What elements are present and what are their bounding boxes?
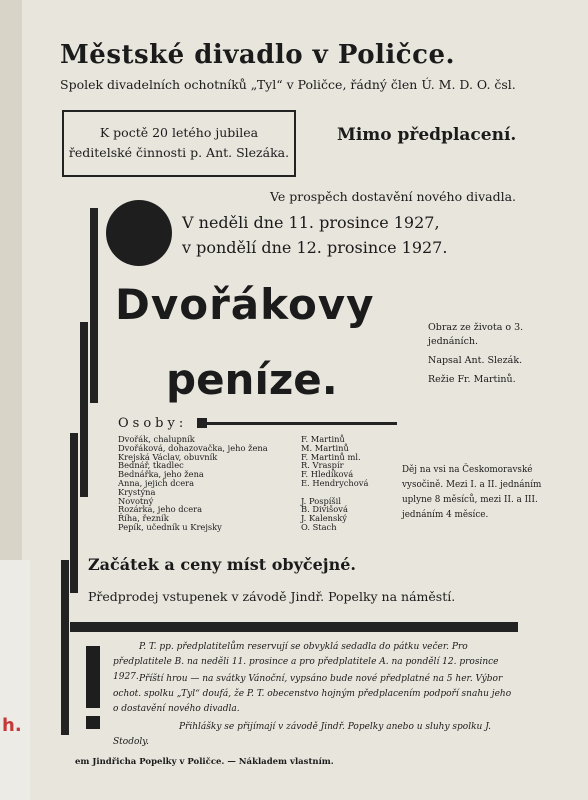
cast-label: Osoby: bbox=[118, 416, 188, 431]
cast-role: Bednářka, jeho žena bbox=[118, 469, 204, 480]
play-title-line-1: Dvořákovy bbox=[115, 280, 375, 329]
setting-line-1: Děj na vsi na Českomoravské bbox=[402, 465, 533, 475]
benefit-line: Ve prospěch dostavění nového divadla. bbox=[270, 189, 517, 204]
date-sunday: V neděli dne 11. prosince 1927, bbox=[182, 213, 440, 232]
cast-role: Dvořáková, dohazovačka, jeho žena bbox=[118, 442, 268, 453]
play-director: Režie Fr. Martinů. bbox=[428, 374, 516, 385]
cast-role: Anna, jejich dcera bbox=[118, 478, 195, 488]
cast-role: Krejská Václav, obuvník bbox=[118, 451, 218, 462]
exclamation-bar bbox=[86, 646, 100, 708]
setting-line-4: jednáním 4 měsíce. bbox=[402, 510, 489, 520]
cast-actor: J. Pospíšil bbox=[301, 495, 341, 506]
play-genre: Obraz ze života o 3. bbox=[428, 322, 524, 333]
cast-square-ornament bbox=[197, 418, 207, 428]
play-title-line-2: peníze. bbox=[166, 355, 338, 404]
note-next-play: Příští hrou — na svátky Vánoční, vypsáno bude nové předplatné na 5 her. Výbor ochot. spolku „Tyl“ doufá, že P. T. obecenstvo hojným předplacením podpoří snahu jeho o dostavění nového divadla. bbox=[113, 674, 512, 714]
cast-role: Bednář, tkadlec bbox=[118, 460, 184, 471]
vertical-bar-4 bbox=[61, 560, 69, 735]
cast-actor: F. Hledíková bbox=[301, 469, 354, 480]
cast-role: Pepík, učedník u Krejsky bbox=[118, 522, 222, 532]
cast-role: Krystýna bbox=[118, 486, 156, 497]
theatre-title: Městské divadlo v Poličce. bbox=[60, 40, 456, 70]
note-registrations: Přihlášky se přijímají v závodě Jindř. Popelky anebo u sluhy spolku J. Stodoly. bbox=[113, 722, 491, 747]
note-reservations: P. T. pp. předplatitelům reservují se obvyklá sedadla do pátku večer. Pro předplatitele B. na neděli 11. prosince a pro předplatitele A. na pondělí 12. prosince 1927. bbox=[113, 642, 499, 682]
cast-actor: B. Divišová bbox=[301, 504, 348, 515]
cast-actor: F. Martinů bbox=[301, 434, 345, 444]
cast-actor: M. Martinů bbox=[301, 442, 349, 453]
vertical-bar-3 bbox=[70, 433, 78, 593]
cast-actor: F. Martinů ml. bbox=[301, 451, 361, 462]
play-genre-2: jednáních. bbox=[428, 336, 479, 347]
cast-role: Dvořák, chalupník bbox=[118, 434, 195, 444]
jubilee-line-1: K poctě 20 letého jubilea bbox=[99, 125, 259, 140]
setting-line-3: uplyne 8 měsíců, mezi II. a III. bbox=[402, 495, 538, 505]
red-print-fragment: h. bbox=[2, 715, 22, 736]
subscription-note: Mimo předplacení. bbox=[337, 125, 517, 145]
vertical-bar-1 bbox=[90, 208, 98, 403]
jubilee-box bbox=[62, 110, 296, 177]
setting-line-2: vysočině. Mezi I. a II. jednáním bbox=[402, 480, 542, 490]
cast-actor: O. Stach bbox=[301, 522, 337, 532]
play-author: Napsal Ant. Slezák. bbox=[428, 355, 523, 366]
start-prices: Začátek a ceny míst obyčejné. bbox=[88, 555, 356, 574]
cast-actor: E. Hendrychová bbox=[301, 478, 369, 488]
cast-rule bbox=[207, 422, 397, 425]
cast-role: Říha, řezník bbox=[118, 513, 169, 524]
black-circle-ornament bbox=[106, 200, 172, 266]
date-monday: v pondělí dne 12. prosince 1927. bbox=[182, 238, 448, 257]
presale-info: Předprodej vstupenek v závodě Jindř. Popelky na náměstí. bbox=[88, 589, 456, 604]
cast-actor: J. Kalenský bbox=[301, 513, 347, 524]
vertical-bar-2 bbox=[80, 322, 88, 497]
cast-row bbox=[118, 523, 408, 533]
exclamation-dot bbox=[86, 716, 100, 729]
printer-footer: em Jindřicha Popelky v Poličce. — Nákladem vlastním. bbox=[75, 757, 334, 767]
cast-role: Rozárka, jeho dcera bbox=[118, 504, 203, 515]
society-subtitle: Spolek divadelních ochotníků „Tyl“ v Poličce, řádný člen Ú. M. D. O. čsl. bbox=[60, 77, 516, 92]
jubilee-line-2: ředitelské činnosti p. Ant. Slezáka. bbox=[68, 145, 290, 160]
cast-role: Novotný bbox=[118, 495, 154, 506]
cast-actor: R. Vraspír bbox=[301, 460, 344, 471]
horizontal-rule bbox=[70, 622, 518, 632]
